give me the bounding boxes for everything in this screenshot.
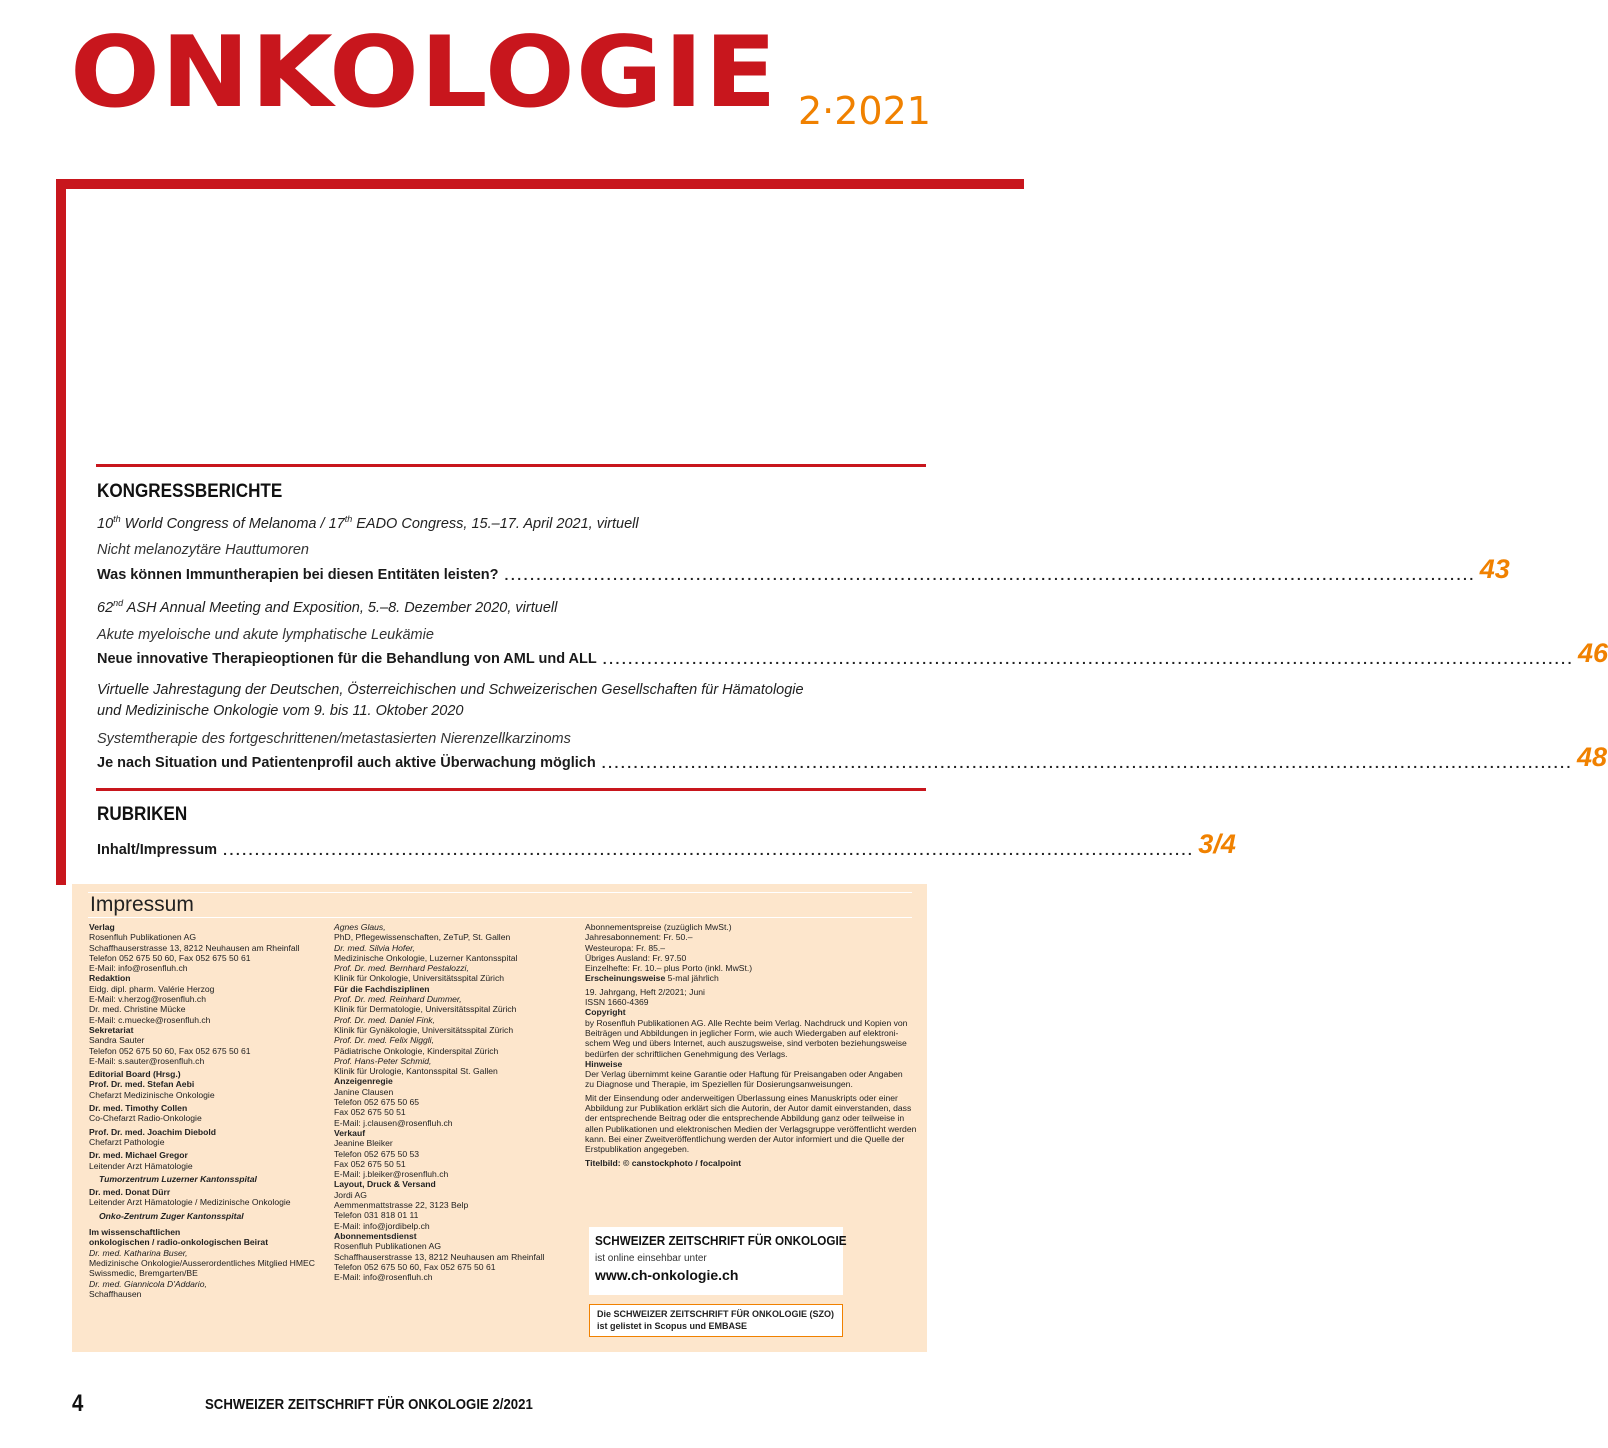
impressum-line: der entsprechende Beitrag oder die entsprechende Abbildung ganz oder teilweise in xyxy=(585,1113,905,1124)
impressum-line: Prof. Dr. med. Joachim Diebold xyxy=(89,1126,217,1137)
impressum-line: Verkauf xyxy=(334,1127,366,1138)
toc-page-number: 46 xyxy=(1577,638,1608,668)
impressum-line: Dr. med. Christine Mücke xyxy=(89,1004,186,1015)
impressum-line: Schaffhausen xyxy=(89,1288,142,1299)
impressum-line: Fax 052 675 50 51 xyxy=(334,1107,406,1118)
impressum-line: Jeanine Bleiker xyxy=(334,1138,393,1149)
impressum-line: Dr. med. Katharina Buser, xyxy=(89,1247,188,1258)
impressum-line: Abbildung zur Publikation erklärt sich die Autorin, der Autor damit einverstanden, dass xyxy=(585,1103,912,1114)
impressum-line: by Rosenfluh Publikationen AG. Alle Rechte beim Verlag. Nachdruck und Kopien von xyxy=(585,1017,908,1028)
toc-subtitle: Nicht melanozytäre Hauttumoren xyxy=(97,542,309,558)
impressum-line: Dr. med. Giannicola D'Addario, xyxy=(89,1278,207,1289)
issue-number: 2·2021 xyxy=(798,89,931,133)
impressum-line: Prof. Dr. med. Bernhard Pestalozzi, xyxy=(334,963,469,974)
impressum-line: Tumorzentrum Luzerner Kantonsspital xyxy=(99,1173,257,1184)
impressum-line: Chefarzt Medizinische Onkologie xyxy=(89,1089,215,1100)
impressum-line: Eidg. dipl. pharm. Valérie Herzog xyxy=(89,983,215,994)
impressum-column-3 xyxy=(585,922,916,1168)
impressum-line: Swissmedic, Bremgarten/BE xyxy=(89,1268,198,1279)
impressum-line: Fax 052 675 50 51 xyxy=(334,1158,406,1169)
impressum-line: Schaffhauserstrasse 13, 8212 Neuhausen am Rheinfall xyxy=(334,1251,545,1262)
impressum-line: Dr. med. Donat Dürr xyxy=(89,1187,171,1198)
red-frame-left xyxy=(56,179,66,885)
toc-entry[interactable] xyxy=(97,554,1510,584)
impressum-title: Impressum xyxy=(90,893,194,916)
impressum-line: Der Verlag übernimmt keine Garantie oder Haftung für Preisangaben oder Angaben xyxy=(585,1069,903,1080)
impressum-line: Mit der Einsendung oder anderweitigen Überlassung eines Manuskripts oder einer xyxy=(585,1092,898,1103)
impressum-line: Prof. Dr. med. Felix Niggli, xyxy=(334,1035,434,1046)
impressum-line: E-Mail: v.herzog@rosenfluh.ch xyxy=(89,994,206,1005)
impressum-line: Chefarzt Pathologie xyxy=(89,1136,165,1147)
impressum-line: kann. Bei einer Zweitveröffentlichung werden der Autor informiert und die Quelle der xyxy=(585,1133,905,1144)
toc-entry-title: Je nach Situation und Patientenprofil auch aktive Überwachung möglich xyxy=(97,755,596,771)
toc-context: 10th World Congress of Melanoma / 17th EADO Congress, 15.–17. April 2021, virtuell xyxy=(97,514,639,532)
impressum-line: Dr. med. Timothy Collen xyxy=(89,1103,188,1114)
online-info-box xyxy=(589,1227,847,1295)
impressum-line: Prof. Dr. med. Daniel Fink, xyxy=(334,1014,435,1025)
journal-logo: ONKOLOGIE xyxy=(70,16,778,130)
toc-context: 62nd ASH Annual Meeting and Exposition, 5.–8. Dezember 2020, virtuell xyxy=(97,598,558,616)
impressum-line: Medizinische Onkologie/Ausserordentliches Mitglied HMEC xyxy=(89,1257,315,1268)
impressum-line: onkologischen / radio-onkologischen Beirat xyxy=(89,1237,269,1248)
impressum-line: allen Publikationen und elektronischen Medien der Verlagsgruppe veröffentlicht werden xyxy=(585,1123,917,1134)
impressum-line: Titelbild: © canstockphoto / focalpoint xyxy=(585,1157,742,1168)
toc-entry[interactable] xyxy=(97,829,1236,859)
impressum-line: Abonnementspreise (zuzüglich MwSt.) xyxy=(585,922,732,932)
impressum-line: Dr. med. Michael Gregor xyxy=(89,1150,188,1161)
toc-leader-dots: ........................................................................................................................................................ xyxy=(223,842,1195,858)
impressum-rule xyxy=(88,917,912,918)
impressum-line: Hinweise xyxy=(585,1058,623,1069)
impressum-rule xyxy=(88,892,912,893)
impressum-line: E-Mail: j.clausen@rosenfluh.ch xyxy=(334,1117,453,1128)
impressum-line: Sekretariat xyxy=(89,1024,134,1035)
impressum-line: E-Mail: j.bleiker@rosenfluh.ch xyxy=(334,1169,449,1180)
impressum-line: Westeuropa: Fr. 85.– xyxy=(585,942,666,953)
toc-leader-dots: ........................................................................................................................................................ xyxy=(602,651,1574,667)
impressum-line: Abonnementsdienst xyxy=(334,1230,417,1241)
impressum-line: Im wissenschaftlichen xyxy=(89,1227,181,1238)
impressum-line: Onko-Zentrum Zuger Kantonsspital xyxy=(99,1210,244,1221)
toc-entry[interactable] xyxy=(97,742,1607,772)
toc-subtitle: Systemtherapie des fortgeschrittenen/metastasierten Nierenzellkarzinoms xyxy=(97,731,571,747)
impressum-line: Prof. Dr. med. Stefan Aebi xyxy=(89,1079,195,1090)
impressum-column-1 xyxy=(89,922,315,1299)
impressum-line: Telefon 031 818 01 11 xyxy=(334,1210,419,1221)
impressum-line: Einzelhefte: Fr. 10.– plus Porto (inkl. MwSt.) xyxy=(585,963,753,974)
impressum-line: Schaffhauserstrasse 13, 8212 Neuhausen am Rheinfall xyxy=(89,942,300,953)
impressum-line: Sandra Sauter xyxy=(89,1035,145,1046)
impressum-column-2 xyxy=(334,922,545,1282)
impressum-line: E-Mail: info@jordibelp.ch xyxy=(334,1220,430,1231)
impressum-line: Erscheinungsweise 5-mal jährlich xyxy=(585,973,719,984)
impressum-line: schem Weg und übers Internet, auch auszugsweise, sind verboten beziehungsweise xyxy=(585,1038,907,1049)
impressum-line: Telefon 052 675 50 60, Fax 052 675 50 61 xyxy=(89,952,251,963)
impressum-line: PhD, Pflegewissenschaften, ZeTuP, St. Gallen xyxy=(334,932,511,943)
impressum-line: Prof. Hans-Peter Schmid, xyxy=(334,1055,432,1066)
impressum-line: Medizinische Onkologie, Luzerner Kantonsspital xyxy=(334,952,518,963)
impressum-line: Beiträgen und Abbildungen in jeglicher Form, wie auch Wiedergaben auf elektroni- xyxy=(585,1027,899,1038)
toc-context: Virtuelle Jahrestagung der Deutschen, Österreichischen und Schweizerischen Gesellschaften für Hämatologie xyxy=(97,682,804,698)
impressum-line: Telefon 052 675 50 65 xyxy=(334,1097,420,1108)
toc-entry[interactable] xyxy=(97,638,1608,668)
page-number: 4 xyxy=(72,1390,84,1417)
scopus-info-box xyxy=(589,1304,843,1337)
impressum-line: Klinik für Dermatologie, Universitätsspital Zürich xyxy=(334,1004,517,1015)
impressum-line: Agnes Glaus, xyxy=(334,922,386,932)
impressum-line: Aemmenmattstrasse 22, 3123 Belp xyxy=(334,1200,469,1211)
impressum-line: Anzeigenregie xyxy=(334,1076,393,1087)
impressum-line: Leitender Arzt Hämatologie xyxy=(89,1160,193,1171)
impressum-line: Für die Fachdisziplinen xyxy=(334,983,430,994)
toc-context: und Medizinische Onkologie vom 9. bis 11. Oktober 2020 xyxy=(97,703,464,719)
impressum-line: Pädiatrische Onkologie, Kinderspital Zürich xyxy=(334,1045,499,1056)
impressum-line: zu Diagnose und Therapie, im Speziellen für Dosierungsanweisungen. xyxy=(585,1079,853,1090)
impressum-line: 19. Jahrgang, Heft 2/2021; Juni xyxy=(585,986,705,997)
toc-page-number: 43 xyxy=(1479,554,1510,584)
toc-leader-dots: ........................................................................................................................................................ xyxy=(601,755,1573,771)
online-box-heading: SCHWEIZER ZEITSCHRIFT FÜR ONKOLOGIE xyxy=(595,1233,847,1248)
section-title-rubriken: RUBRIKEN xyxy=(97,804,188,825)
impressum-line: Übriges Ausland: Fr. 97.50 xyxy=(585,952,687,963)
impressum-line: Editorial Board (Hrsg.) xyxy=(89,1069,181,1080)
scopus-line-2: ist gelistet in Scopus und EMBASE xyxy=(597,1321,748,1331)
impressum-line: Erstpublikation angegeben. xyxy=(585,1144,690,1155)
impressum-line: Klinik für Gynäkologie, Universitätsspital Zürich xyxy=(334,1024,514,1035)
toc-page-number: 3/4 xyxy=(1198,829,1236,859)
impressum-line: Klinik für Onkologie, Universitätsspital Zürich xyxy=(334,973,505,984)
impressum-line: Klinik für Urologie, Kantonsspital St. Gallen xyxy=(334,1066,498,1077)
impressum-line: Verlag xyxy=(89,922,115,932)
red-frame-top xyxy=(56,179,1024,189)
footer-journal-title: SCHWEIZER ZEITSCHRIFT FÜR ONKOLOGIE 2/2021 xyxy=(205,1396,533,1413)
website-link[interactable]: www.ch-onkologie.ch xyxy=(595,1267,739,1283)
impressum-line: Layout, Druck & Versand xyxy=(334,1179,436,1190)
impressum-line: Redaktion xyxy=(89,973,131,984)
section-rule xyxy=(96,464,926,467)
impressum-line: Leitender Arzt Hämatologie / Medizinische Onkologie xyxy=(89,1197,291,1208)
impressum-line: Janine Clausen xyxy=(334,1086,394,1097)
impressum-line: Co-Chefarzt Radio-Onkologie xyxy=(89,1113,202,1124)
impressum-line: Telefon 052 675 50 53 xyxy=(334,1148,420,1159)
impressum-line: Telefon 052 675 50 60, Fax 052 675 50 61 xyxy=(334,1261,496,1272)
impressum-line: Rosenfluh Publikationen AG xyxy=(334,1241,442,1252)
impressum-line: bedürfen der schriftlichen Genehmigung des Verlags. xyxy=(585,1048,788,1059)
toc-entry-title: Inhalt/Impressum xyxy=(97,842,218,858)
toc-subtitle: Akute myeloische und akute lymphatische Leukämie xyxy=(97,627,434,643)
section-title-kongressberichte: KONGRESSBERICHTE xyxy=(97,481,283,502)
toc-entry-title: Neue innovative Therapieoptionen für die Behandlung von AML und ALL xyxy=(97,651,597,667)
impressum-line: Copyright xyxy=(585,1007,626,1018)
impressum-line: Telefon 052 675 50 60, Fax 052 675 50 61 xyxy=(89,1045,251,1056)
online-box-subtext: ist online einsehbar unter xyxy=(595,1253,707,1264)
impressum-line: Jahresabonnement: Fr. 50.– xyxy=(585,932,693,943)
section-rule xyxy=(96,788,926,791)
impressum-line: Jordi AG xyxy=(334,1189,367,1200)
impressum-line: ISSN 1660-4369 xyxy=(585,997,649,1008)
impressum-line: E-Mail: info@rosenfluh.ch xyxy=(334,1272,433,1283)
toc-page-number: 48 xyxy=(1576,742,1607,772)
scopus-line-1: Die SCHWEIZER ZEITSCHRIFT FÜR ONKOLOGIE (SZO) xyxy=(597,1309,834,1319)
impressum-line: Dr. med. Silvia Hofer, xyxy=(334,942,415,953)
impressum-line: E-Mail: s.sauter@rosenfluh.ch xyxy=(89,1055,205,1066)
toc-entry-title: Was können Immuntherapien bei diesen Entitäten leisten? xyxy=(97,567,499,583)
impressum-line: E-Mail: info@rosenfluh.ch xyxy=(89,963,188,974)
impressum-line: E-Mail: c.muecke@rosenfluh.ch xyxy=(89,1014,211,1025)
toc-leader-dots: ........................................................................................................................................................ xyxy=(504,567,1476,583)
impressum-line: Prof. Dr. med. Reinhard Dummer, xyxy=(334,994,462,1005)
impressum-line: Rosenfluh Publikationen AG xyxy=(89,932,197,943)
